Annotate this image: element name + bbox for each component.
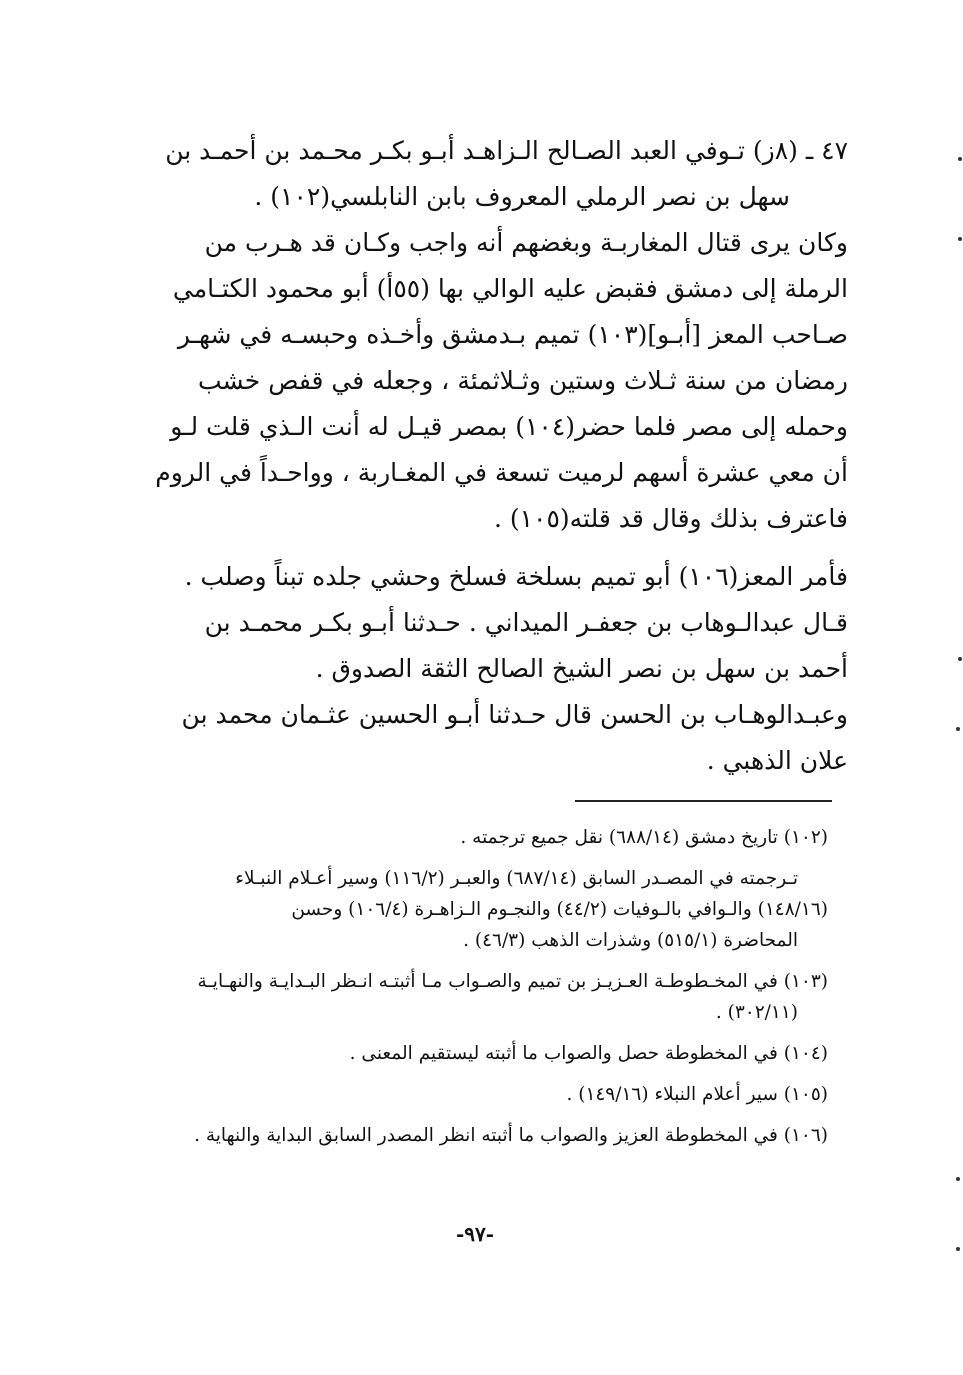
text-line: وعبـدالوهـاب بن الحسن قال حـدثنا أبـو الحسين عثـمان محمد بن [181,700,848,729]
text-line: صـاحب المعز [أبـو](١٠٣) تميم بـدمشق وأخـذه وحبسـه في شهـر [177,320,848,349]
text-line: وكان يرى قتال المغاربـة وبغضهم أنه واجب وكـان قد هـرب من [204,228,848,257]
text-line: أحمد بن سهل بن نصر الشيخ الصالح الثقة الصدوق . [315,654,848,683]
scan-speck [956,727,960,731]
page-number: -٩٧- [455,1222,495,1246]
footnote-106 [122,1120,828,1151]
scan-speck [956,1177,960,1181]
text-line: (٨ز) تـوفي العبد الصـالح الـزاهـد أبـو بكـر محـمد بن أحمـد بن [165,136,798,165]
footnote-line: تـرجمته في المصـدر السابق (٦٨٧/١٤) والعبـر (١١٦/٢) وسير أعـلام النبـلاء [235,868,798,889]
footnote-divider [575,800,832,802]
text-line: فأمر المعز(١٠٦) أبو تميم بسلخة فسلخ وحشي جلده تبناً وصلب . [184,562,848,591]
main-text-block [118,128,848,784]
footnote-102 [122,822,828,853]
footnote-line: (١٠٣) في المخـطوطـة العـزيـز بن تميم والصـواب مـا أثبتـه انـظر البـدايـة والنهـايـة [197,971,828,992]
scan-speck [956,1247,960,1251]
scan-speck [958,657,962,661]
footnote-line: (١٠٦) في المخطوطة العزيز والصواب ما أثبته انظر المصدر السابق البداية والنهاية . [194,1125,828,1146]
footnote-105 [122,1079,828,1110]
entry-first-line [118,128,848,174]
footnote-line: (١٠٥) سير أعلام النبلاء (١٤٩/١٦) . [566,1084,828,1105]
entry-number: ٤٧ ـ [805,136,848,165]
footnote-line: المحاضرة (٥١٥/١) وشذرات الذهب (٤٦/٣) . [463,930,798,951]
footnotes-block [122,822,828,1161]
text-line: رمضان من سنة ثـلاث وستين وثـلاثمئة ، وجعله في قفص خشب [197,366,848,395]
text-line: الرملة إلى دمشق فقبض عليه الوالي بها (٥٥أ) أبو محمود الكتـامي [172,274,848,303]
footnote-102-continued [122,863,828,956]
footnote-line: (١٠٤) في المخطوطة حصل والصواب ما أثبته ليستقيم المعنى . [349,1043,828,1064]
text-line: قـال عبدالـوهاب بن جعفـر الميداني . حـدثنا أبـو بكـر محمـد بن [204,608,848,637]
scan-speck [958,157,962,161]
footnote-line: (١٤٨/١٦) والـوافي بالـوفيات (٤٤/٢) والنجـوم الـزاهـرة (١٠٦/٤) وحسن [291,899,828,920]
entry-paragraph [118,128,848,220]
footnote-103 [122,966,828,1028]
text-line: علان الذهبي . [706,746,848,775]
footnote-line: (٣٠٢/١١) . [715,1002,798,1023]
footnote-104 [122,1038,828,1069]
text-line: أن معي عشرة أسهم لرميت تسعة في المغـاربة ، وواحـداً في الروم [155,458,848,487]
text-line: فاعترف بذلك وقال قد قلته(١٠٥) . [493,504,848,533]
scan-speck [958,237,962,241]
text-line: وحمله إلى مصر فلما حضر(١٠٤) بمصر قيـل له أنت الـذي قلت لـو [170,412,848,441]
text-line: سهل بن نصر الرملي المعروف بابن النابلسي(١٠٢) . [254,182,790,211]
footnote-line: (١٠٢) تاريخ دمشق (٦٨٨/١٤) نقل جميع ترجمته . [460,827,828,848]
